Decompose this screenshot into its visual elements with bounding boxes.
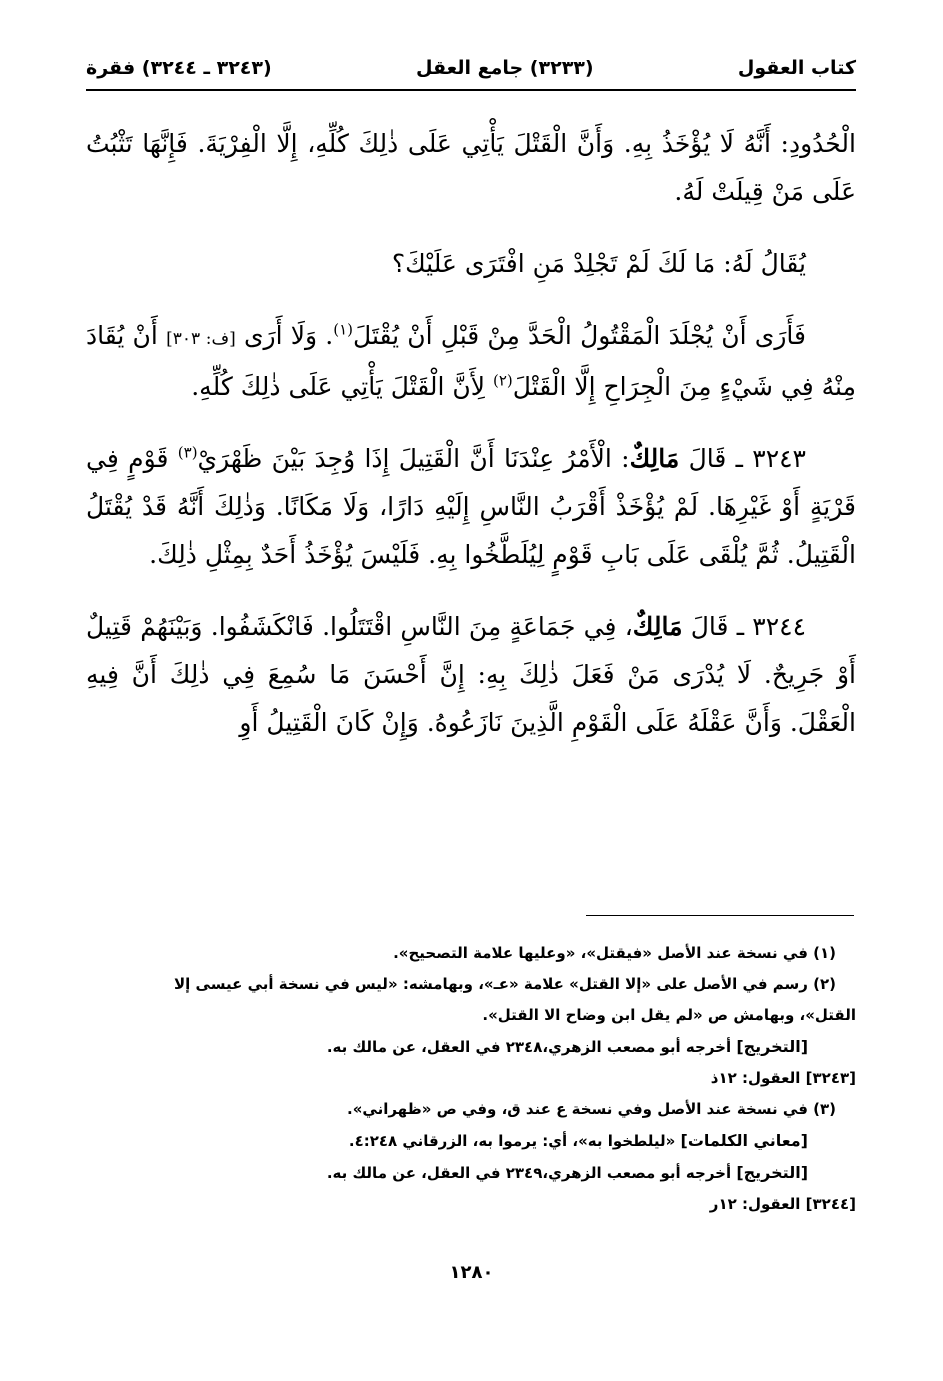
takhrij-text: أخرجه أبو مصعب الزهري،٢٣٤٨ في العقل، عن مالك به. [326,1038,737,1056]
takhrij-3243 [86,1031,856,1063]
header-book-title: كتاب العقول [737,57,856,79]
reference-3244: [٣٢٤٤] العقول: ١٢ر [709,1195,856,1213]
footnote-3: (٣) في نسخة عند الأصل وفي نسخة ع عند ق، وفي ص «ظهراني». [347,1100,836,1118]
footnote-ref-1[interactable]: (١) [333,320,354,339]
paragraph-3-part-d: لِأَنَّ الْقَتْلَ يَأْتِي عَلَى ذٰلِكَ كُلِّهِ. [191,372,493,401]
malik-name: مَالِكٌ [632,612,683,641]
paragraph-3244-number: ٣٢٤٤ ـ قَالَ [682,612,806,641]
takhrij-text: أخرجه أبو مصعب الزهري،٢٣٤٩ في العقل، عن مالك به. [326,1164,737,1182]
word-meanings [86,1125,856,1157]
takhrij-tag: [التخريج] [736,1037,808,1056]
paragraph-3243 [86,435,856,579]
footnote-2-continued: القتل»، وبهامش ص «لم يقل ابن وضاح الا القتل». [482,1006,856,1024]
paragraph-3244 [86,603,856,747]
paragraph-3-part-b: . وَلَا أَرَى [235,321,334,350]
paragraph-3243-part-b: قَوْمٍ فِي قَرْيَةٍ أَوْ غَيْرِهَا. لَمْ يُؤْخَذْ أَقْرَبُ النَّاسِ إِلَيْهِ دَارًا، وَلَا مَكَانًا. وَذٰلِكَ أَنَّهُ قَدْ يُقْتَلُ الْقَتِيلُ. ثُمَّ يُلْقَى عَلَى بَابِ قَوْمٍ لِيُلَطَّخُوا بِهِ. فَلَيْسَ يُؤْخَذُ أَحَدٌ بِمِثْلِ ذٰلِكَ. [86,444,856,569]
running-header [86,48,856,88]
main-text [86,120,856,771]
manuscript-folio-marker: [ف: ٣٠٣] [166,329,236,349]
footnote-ref-2[interactable]: (٢) [492,371,513,390]
takhrij-3244 [86,1157,856,1189]
paragraph-3-part-a: فَأَرَى أَنْ يُجْلَدَ الْمَقْتُولُ الْحَدَّ مِنْ قَبْلِ أَنْ يُقْتَلَ [353,321,806,350]
footnote-1: (١) في نسخة عند الأصل «فيقتل»، «وعليها علامة التصحيح». [393,944,836,962]
reference-3243: [٣٢٤٣] العقول: ١٢ذ [710,1069,856,1087]
paragraph-3-part-c: أَنْ يُقَادَ مِنْهُ فِي شَيْءٍ مِنَ الْجِرَاحِ إِلَّا الْقَتْلَ [86,321,856,401]
takhrij-tag: [التخريج] [736,1163,808,1182]
paragraph-3243-part-a: : الْأَمْرُ عِنْدَنَا أَنَّ الْقَتِيلَ إِذَا وُجِدَ بَيْنَ ظَهْرَيْ [197,444,630,473]
paragraph-3244-text: ، فِي جَمَاعَةٍ مِنَ النَّاسِ اقْتَتَلُوا. فَانْكَشَفُوا. وَبَيْنَهُمْ قَتِيلٌ أَوْ جَرِيحٌ. لَا يُدْرَى مَنْ فَعَلَ ذٰلِكَ بِهِ: إِنَّ أَحْسَنَ مَا سُمِعَ فِي ذٰلِكَ أَنَّ فِيهِ الْعَقْلَ. وَأَنَّ عَقْلَهُ عَلَى الْقَوْمِ الَّذِينَ نَازَعُوهُ. وَإِنْ كَانَ الْقَتِيلُ أَوِ [86,612,856,737]
paragraph-2: يُقَالُ لَهُ: مَا لَكَ لَمْ تَجْلِدْ مَنِ افْتَرَى عَلَيْكَ؟ [391,249,806,278]
page-number: ١٢٨٠ [449,1262,494,1283]
header-chapter-title: (٣٢٣٣) جامع العقل [416,57,594,79]
footnotes [86,938,856,1220]
footnote-2: (٢) رسم في الأصل على «إلا القتل» علامة «عـ»، وبهامشه: «ليس في نسخة أبي عيسى إلا [174,975,836,993]
footnote-ref-3[interactable]: (٣) [177,443,198,462]
malik-name: مَالِكٌ [629,444,680,473]
header-paragraph-range: (٣٢٤٣ ـ ٣٢٤٤) فقرة [86,57,272,79]
paragraph-3243-number: ٣٢٤٣ ـ قَالَ [679,444,806,473]
header-divider [86,89,856,91]
paragraph-3 [86,312,856,411]
footnote-divider [586,915,854,916]
word-meanings-tag: [معاني الكلمات] [680,1131,808,1150]
paragraph-1: الْحُدُودِ: أَنَّهُ لَا يُؤْخَذُ بِهِ. وَأَنَّ الْقَتْلَ يَأْتِي عَلَى ذٰلِكَ كُلِّهِ، إِلَّا الْفِرْيَةَ. فَإِنَّهَا تَثْبُتُ عَلَى مَنْ قِيلَتْ لَهُ. [86,129,856,206]
word-meanings-text: «ليلطخوا به»، أي: يرموا به، الزرقاني ٤:٢٤٨. [348,1132,681,1150]
